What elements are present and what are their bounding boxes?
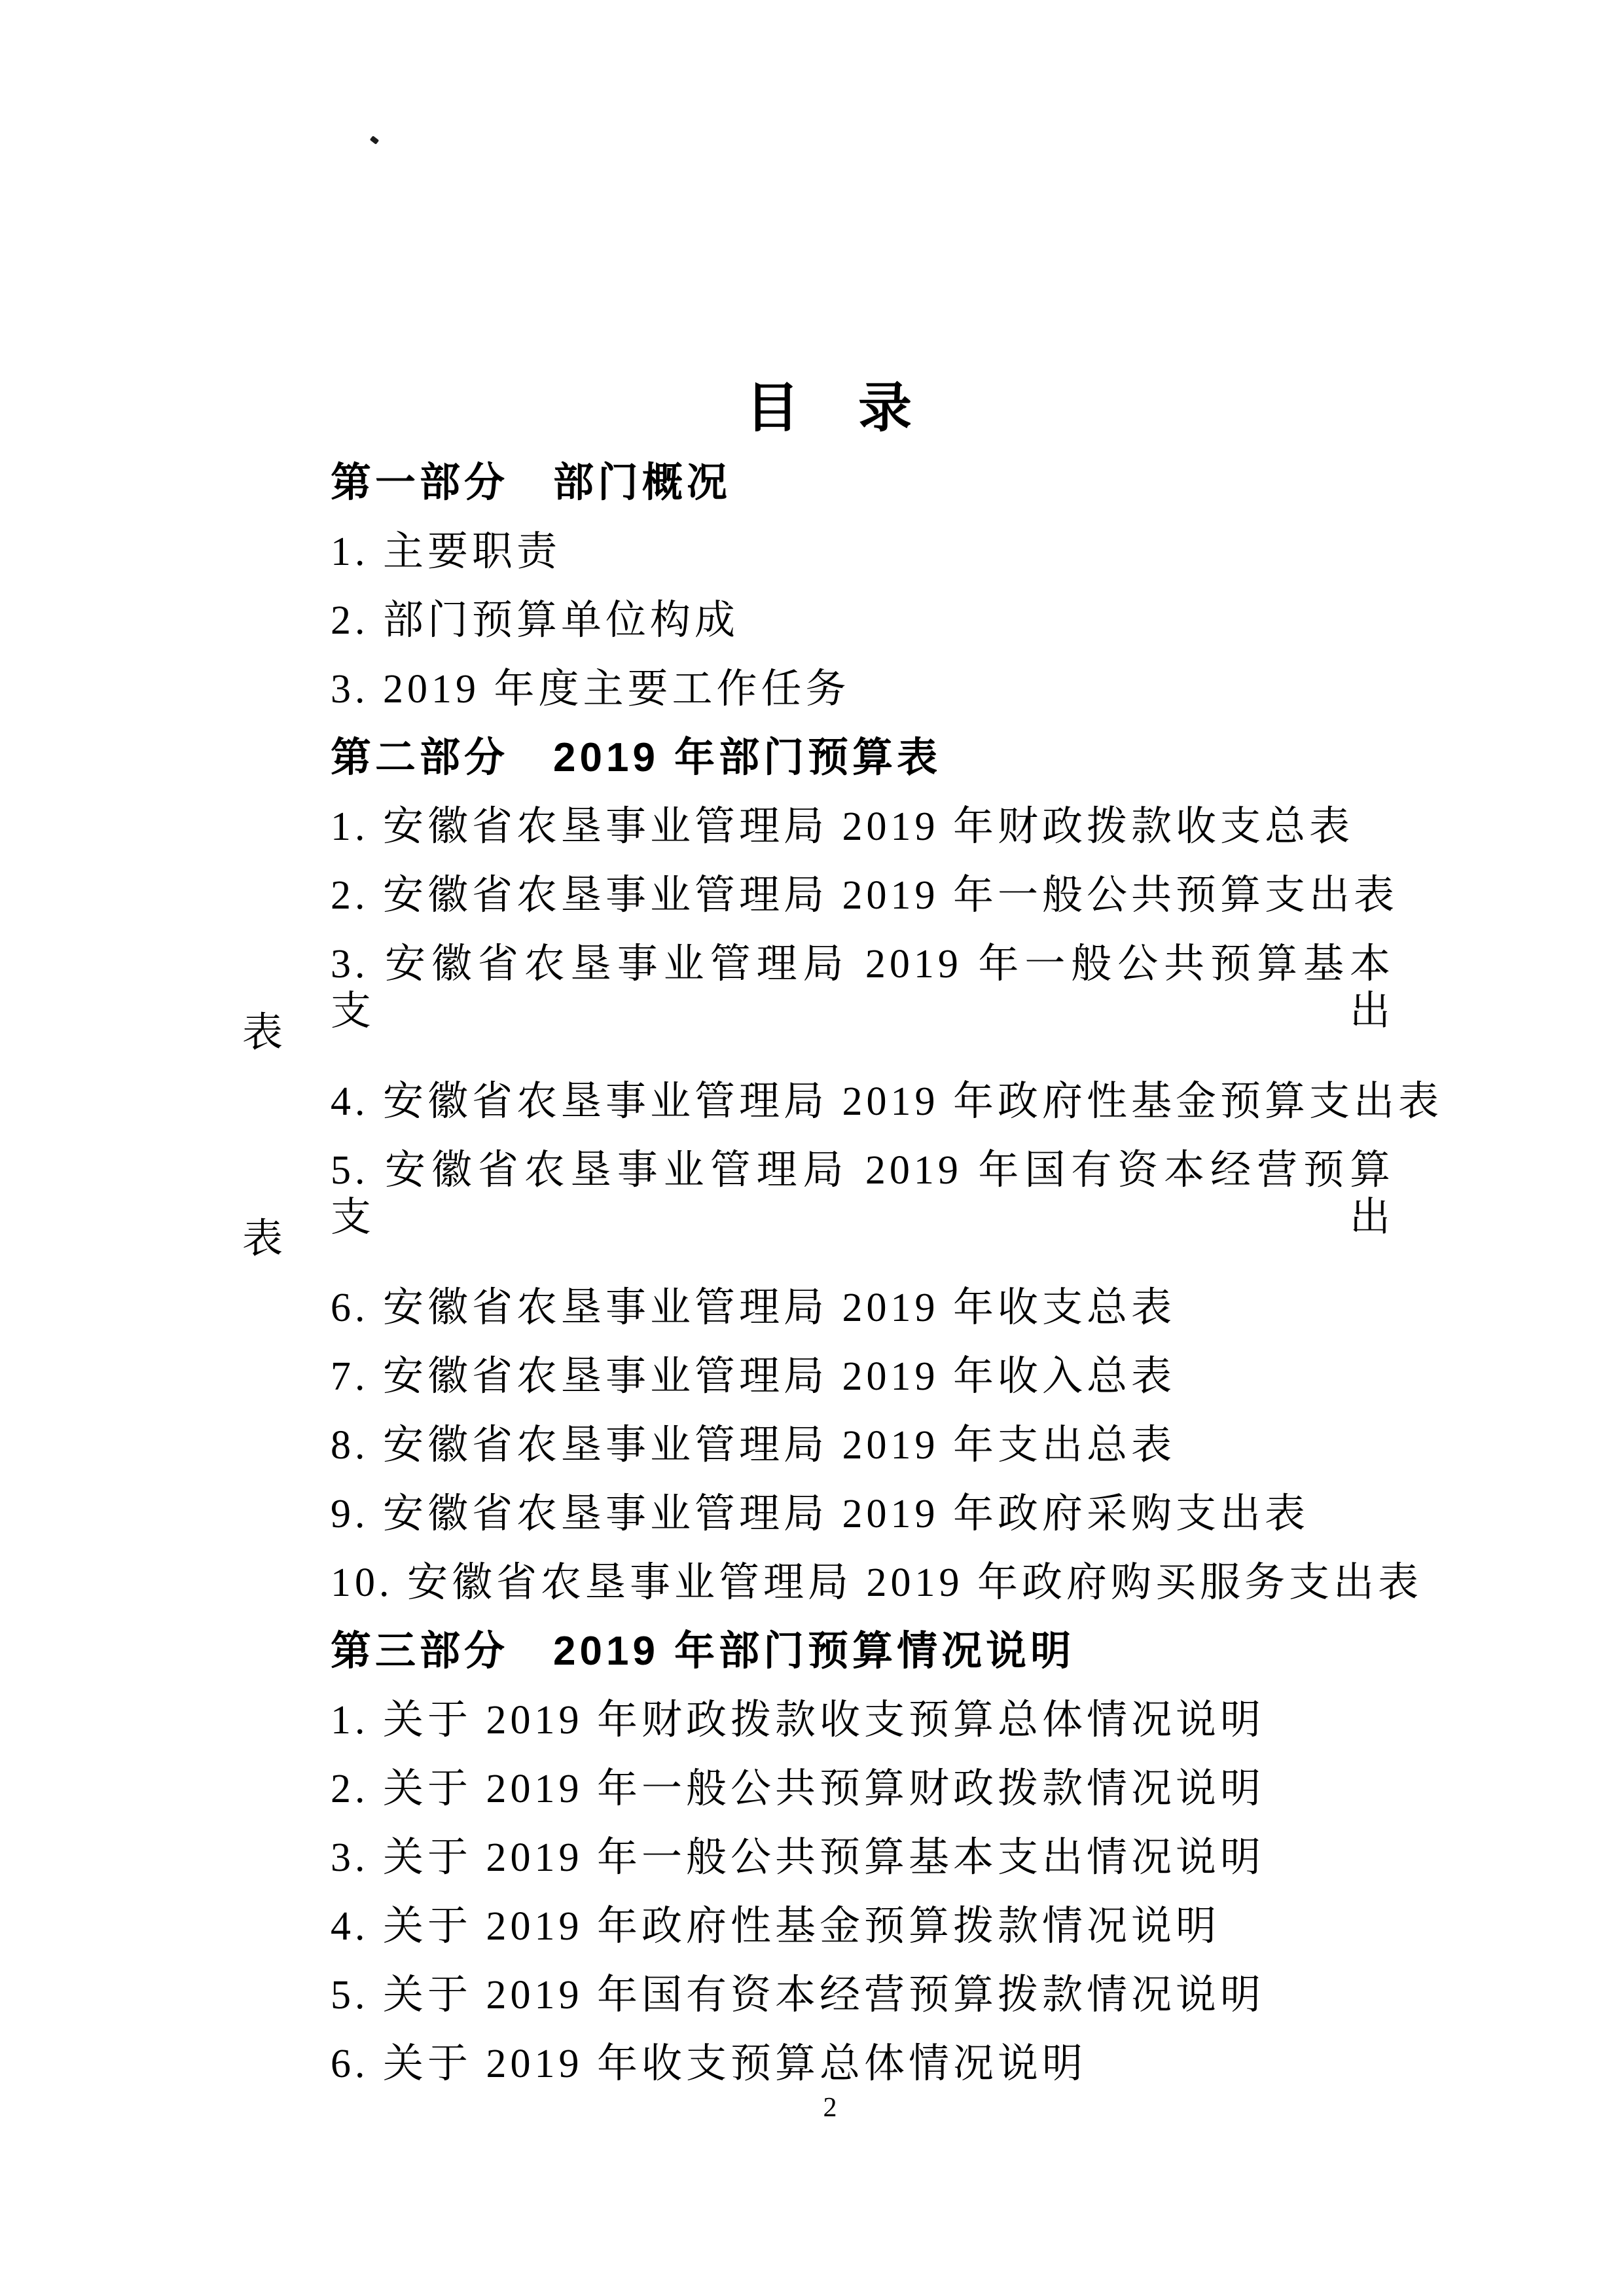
toc-item: 3. 关于 2019 年一般公共预算基本支出情况说明 <box>331 1835 1265 1880</box>
document-title: 目 录 <box>745 378 914 438</box>
page-number: 2 <box>823 2093 837 2123</box>
toc-item: 9. 安徽省农垦事业管理局 2019 年政府采购支出表 <box>331 1492 1310 1536</box>
toc-heading: 第二部分 2019 年部门预算表 <box>331 735 942 780</box>
toc-item: 2. 安徽省农垦事业管理局 2019 年一般公共预算支出表 <box>331 873 1399 918</box>
toc-item: 5. 安徽省农垦事业管理局 2019 年国有资本经营预算支出 <box>331 1148 1394 1240</box>
table-of-contents <box>242 0 1443 2295</box>
toc-heading: 第一部分 部门概况 <box>331 460 732 505</box>
toc-continuation: 表 <box>242 1217 287 1261</box>
toc-item: 4. 安徽省农垦事业管理局 2019 年政府性基金预算支出表 <box>331 1079 1443 1124</box>
toc-item: 3. 2019 年度主要工作任务 <box>331 667 850 712</box>
toc-item: 5. 关于 2019 年国有资本经营预算拨款情况说明 <box>331 1973 1265 2017</box>
toc-item: 8. 安徽省农垦事业管理局 2019 年支出总表 <box>331 1423 1176 1468</box>
toc-item: 3. 安徽省农垦事业管理局 2019 年一般公共预算基本支出 <box>331 942 1394 1034</box>
toc-heading: 第三部分 2019 年部门预算情况说明 <box>331 1629 1075 1674</box>
toc-item: 6. 关于 2019 年收支预算总体情况说明 <box>331 2042 1087 2086</box>
toc-continuation: 表 <box>242 1011 287 1055</box>
toc-item: 2. 部门预算单位构成 <box>331 598 740 643</box>
toc-item: 2. 关于 2019 年一般公共预算财政拨款情况说明 <box>331 1767 1265 1811</box>
toc-item: 1. 主要职责 <box>331 530 562 574</box>
toc-item: 4. 关于 2019 年政府性基金预算拨款情况说明 <box>331 1904 1221 1949</box>
toc-item: 10. 安徽省农垦事业管理局 2019 年政府购买服务支出表 <box>331 1561 1423 1605</box>
toc-item: 1. 安徽省农垦事业管理局 2019 年财政拨款收支总表 <box>331 804 1354 849</box>
toc-item: 6. 安徽省农垦事业管理局 2019 年收支总表 <box>331 1286 1176 1330</box>
toc-item: 1. 关于 2019 年财政拨款收支预算总体情况说明 <box>331 1698 1265 1743</box>
toc-item: 7. 安徽省农垦事业管理局 2019 年收入总表 <box>331 1354 1176 1399</box>
